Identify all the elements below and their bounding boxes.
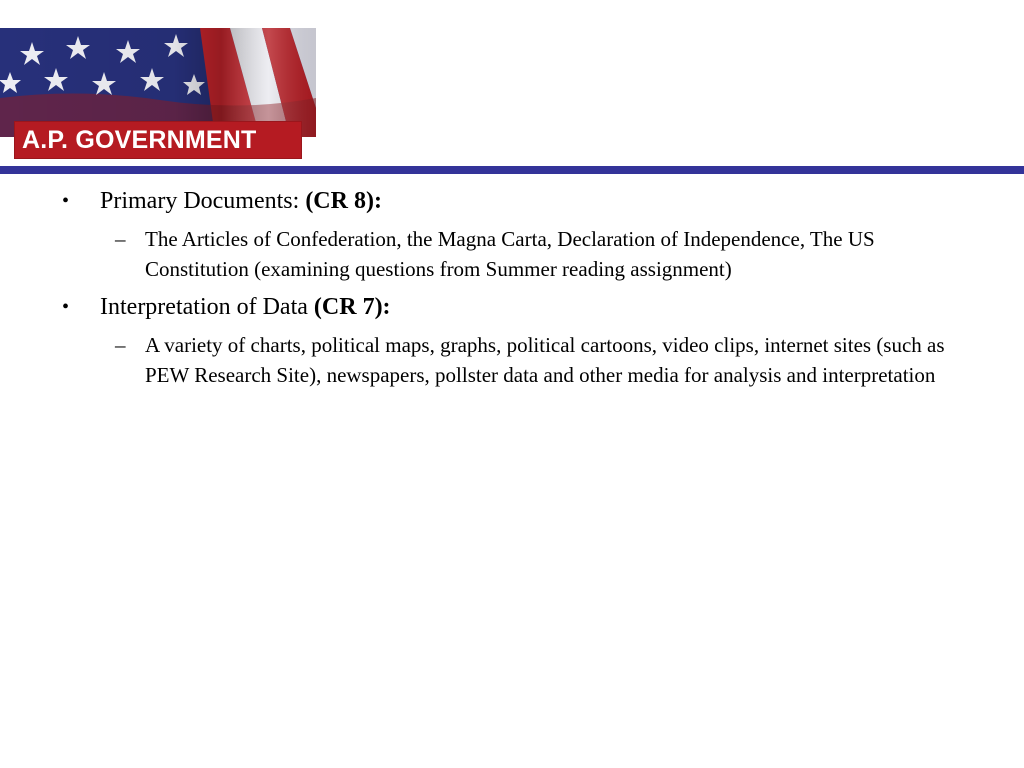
bullet-code: (CR 7): bbox=[313, 294, 391, 320]
sub-item-documents-list bbox=[115, 224, 975, 284]
bullet-text: Primary Documents: bbox=[100, 188, 306, 214]
sub-item-text: The Articles of Confederation, the Magna Carta, Declaration of Independence, The US Constitution (examining questions from Summer reading assignment) bbox=[145, 227, 875, 281]
banner-title: A.P. GOVERNMENT bbox=[14, 121, 302, 159]
bullet-code: (CR 8): bbox=[305, 188, 382, 214]
bullet-marker: • bbox=[62, 190, 70, 212]
dash-marker: – bbox=[115, 333, 126, 357]
slide-body bbox=[0, 186, 1024, 390]
bullet-primary-documents bbox=[62, 186, 960, 216]
bullet-text: Interpretation of Data bbox=[100, 294, 314, 320]
sub-item-media-list bbox=[115, 330, 975, 390]
bullet-interpretation-of-data bbox=[62, 292, 960, 322]
flag-banner bbox=[0, 28, 316, 154]
dash-marker: – bbox=[115, 227, 126, 251]
sub-item-text: A variety of charts, political maps, graphs, political cartoons, video clips, internet sites (such as PEW Research Site), newspapers, pollster data and other media for analysis and interpretation bbox=[145, 333, 945, 387]
bullet-marker: • bbox=[62, 296, 70, 318]
header-divider bbox=[0, 166, 1024, 174]
